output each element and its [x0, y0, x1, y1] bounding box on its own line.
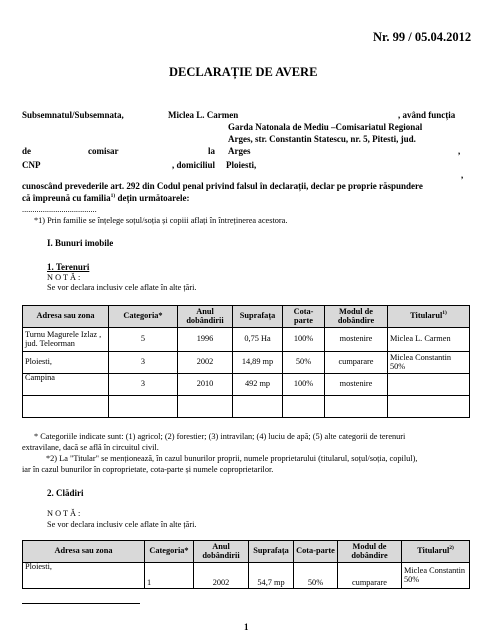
employer-line-3: Arges: [228, 146, 251, 156]
buildings-nota-text: Se vor declara inclusiv cele aflate în alte țări.: [47, 520, 197, 529]
land-table: [22, 305, 470, 418]
table-row: [23, 328, 470, 352]
header-owner-label: Titularul: [410, 311, 443, 321]
cnp-label: CNP: [22, 160, 41, 170]
buildings-table: [22, 540, 470, 589]
header-share: Cota-parte: [294, 541, 338, 563]
page-title: DECLARAȚIE DE AVERE: [169, 65, 318, 79]
cell-area: 54,7 mp: [249, 563, 294, 589]
cell-share: [283, 396, 325, 418]
land-nota-text: Se vor declara inclusiv cele aflate în alte țări.: [47, 283, 197, 292]
cell-area: 0,75 Ha: [233, 328, 283, 352]
la-label: la: [208, 146, 216, 156]
footnote-separator: [22, 603, 140, 604]
cell-category: 1: [145, 563, 194, 589]
buildings-nota: N O T Ă :: [47, 509, 81, 518]
stray-comma: ,: [461, 170, 464, 180]
header-area: Suprafața: [249, 541, 294, 563]
table-row: [23, 352, 470, 374]
header-area: Suprafața: [233, 306, 283, 328]
header-owner: [402, 541, 470, 563]
section-real-estate-title: I. Bunuri imobile: [47, 238, 114, 248]
cell-share: 100%: [283, 328, 325, 352]
header-owner-label: Titularul: [417, 546, 450, 556]
cell-owner: [388, 396, 470, 418]
table-row: [23, 374, 470, 396]
header-category: Categoria*: [145, 541, 194, 563]
cell-category: 3: [109, 352, 178, 374]
header-share: Cota-parte: [283, 306, 325, 328]
footnote-family: *1) Prin familie se înțelege soțul/soția și copiii aflați în întreținerea acestora.: [34, 216, 288, 225]
header-address: Adresa sau zona: [23, 306, 109, 328]
header-year: Anul dobândirii: [178, 306, 233, 328]
cell-area: 492 mp: [233, 374, 283, 396]
declaration-line-2b: dețin următoarele:: [115, 193, 190, 203]
cell-share: 50%: [283, 352, 325, 374]
header-acquisition: Modul de dobândire: [325, 306, 388, 328]
cell-year: 2002: [194, 563, 249, 589]
page-number: 1: [244, 622, 249, 632]
function-label: , având funcția: [398, 110, 456, 120]
declaration-line-2: [22, 193, 190, 203]
land-nota: N O T Ă :: [47, 273, 81, 282]
cell-category: [109, 396, 178, 418]
declarant-name: Miclea L. Carmen: [168, 110, 239, 120]
cell-acquisition: [325, 396, 388, 418]
declaration-number: Nr. 99 / 05.04.2012: [373, 30, 472, 44]
de-label: de: [22, 146, 31, 156]
dotted-separator: ....................................: [22, 205, 97, 214]
table-row: [23, 563, 470, 589]
category-note-line-1: * Categoriile indicate sunt: (1) agricol; (2) forestier; (3) intravilan; (4) luciu de apă; (5) alte categorii de terenuri: [34, 432, 406, 441]
buildings-subtitle: 2. Clădiri: [47, 488, 84, 498]
employer-line-1: Garda Natonala de Mediu –Comisariatul Regional: [228, 122, 423, 132]
header-owner: [388, 306, 470, 328]
cell-year: 1996: [178, 328, 233, 352]
cell-area: [233, 396, 283, 418]
cell-year: 2010: [178, 374, 233, 396]
cell-owner: Miclea L. Carmen: [388, 328, 470, 352]
employer-line-2: Arges, str. Constantin Statescu, nr. 5, Pitesti, jud.: [228, 134, 416, 144]
header-address: Adresa sau zona: [23, 541, 145, 563]
cell-address: [23, 396, 109, 418]
cell-area: 14,89 mp: [233, 352, 283, 374]
domicile-city: Ploiesti,: [226, 160, 257, 170]
declaration-line-1: cunoscând prevederile art. 292 din Codul penal privind falsul în declarații, declar pe proprie răspundere: [22, 181, 423, 191]
header-year: Anul dobândirii: [194, 541, 249, 563]
cell-share: 100%: [283, 374, 325, 396]
cell-acquisition: cumparare: [338, 563, 402, 589]
cell-acquisition: mostenire: [325, 328, 388, 352]
land-subtitle: 1. Terenuri: [47, 262, 90, 272]
category-note-line-2: extravilane, dacă se află în circuitul civil.: [22, 443, 159, 452]
cell-owner: Miclea Constantin 50%: [388, 352, 470, 374]
cell-address: Ploiesti,: [23, 352, 109, 374]
owner-note-line-1: *2) La "Titular" se menționează, în cazul bunurilor proprii, numele proprietarului (titularul, soțul/soția, copilul),: [46, 454, 418, 463]
land-table-header: [23, 306, 470, 328]
owner-footnote-ref: 2): [449, 545, 454, 552]
footnote-ref: 1): [110, 193, 116, 199]
cell-category: 3: [109, 374, 178, 396]
declaration-line-2a: că împreună cu familia: [22, 193, 111, 203]
cell-address: Turnu Magurele Izlaz , jud. Teleorman: [23, 328, 109, 352]
table-row: [23, 396, 470, 418]
cell-year: 2002: [178, 352, 233, 374]
cell-address: Campina: [23, 374, 109, 396]
domiciliul-label: , domiciliul: [172, 160, 216, 170]
header-category: Categoria*: [109, 306, 178, 328]
owner-footnote-ref: 1): [442, 310, 447, 317]
cell-address: Ploiesti,: [23, 563, 145, 589]
job-title: comisar: [88, 146, 119, 156]
cell-category: 5: [109, 328, 178, 352]
cell-owner: Miclea Constantin 50%: [402, 563, 470, 589]
buildings-table-header: [23, 541, 470, 563]
header-acquisition: Modul de dobândire: [338, 541, 402, 563]
cell-year: [178, 396, 233, 418]
cell-acquisition: cumparare: [325, 352, 388, 374]
cell-acquisition: mostenire: [325, 374, 388, 396]
owner-note-line-2: iar în cazul bunurilor în coproprietate, cota-parte și numele coproprietarilor.: [22, 465, 274, 474]
subsemnatul-label: Subsemnatul/Subsemnata,: [22, 110, 124, 120]
cell-owner: [388, 374, 470, 396]
comma: ,: [458, 146, 461, 156]
cell-share: 50%: [294, 563, 338, 589]
